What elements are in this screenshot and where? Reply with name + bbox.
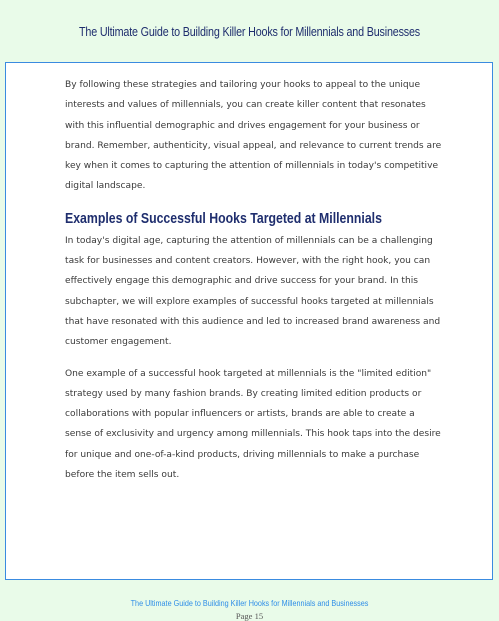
header-title: The Ultimate Guide to Building Killer Hooks for Millennials and Businesses [78,25,420,39]
page-header [0,0,499,62]
page-number: Page 15 [235,611,264,621]
content-body [65,75,443,485]
intro-paragraph: By following these strategies and tailoring your hooks to appeal to the unique interests and values of millennials, you can create killer content that resonates with this influential demographic and drives engagement for your business or brand. Remember, authenticity, visual appeal, and relevance to current trends are key when it comes to capturing the attention of millennials in today's competitive digital landscape. [65,80,442,192]
footer-title: The Ultimate Guide to Building Killer Hooks for Millennials and Businesses [130,598,369,608]
page-footer [0,580,499,621]
body-paragraph-1: In today's digital age, capturing the attention of millennials can be a challenging task for businesses and content creators. However, with the right hook, you can effectively engage this demographic and drive success for your brand. In this subchapter, we will explore examples of successful hooks targeted at millennials that have resonated with this audience and led to increased brand awareness and customer engagement. [65,235,441,348]
page-content-area [5,62,493,580]
section-heading: Examples of Successful Hooks Targeted at Millennials [65,209,382,227]
body-paragraph-2: One example of a successful hook targeted at millennials is the "limited edition" strategy used by many fashion brands. By creating limited edition products or collaborations with popular influencers or artists, brands are able to create a sense of exclusivity and urgency among millennials. This hook taps into the desire for unique and one-of-a-kind products, driving millennials to make a purchase before the item sells out. [65,368,441,481]
